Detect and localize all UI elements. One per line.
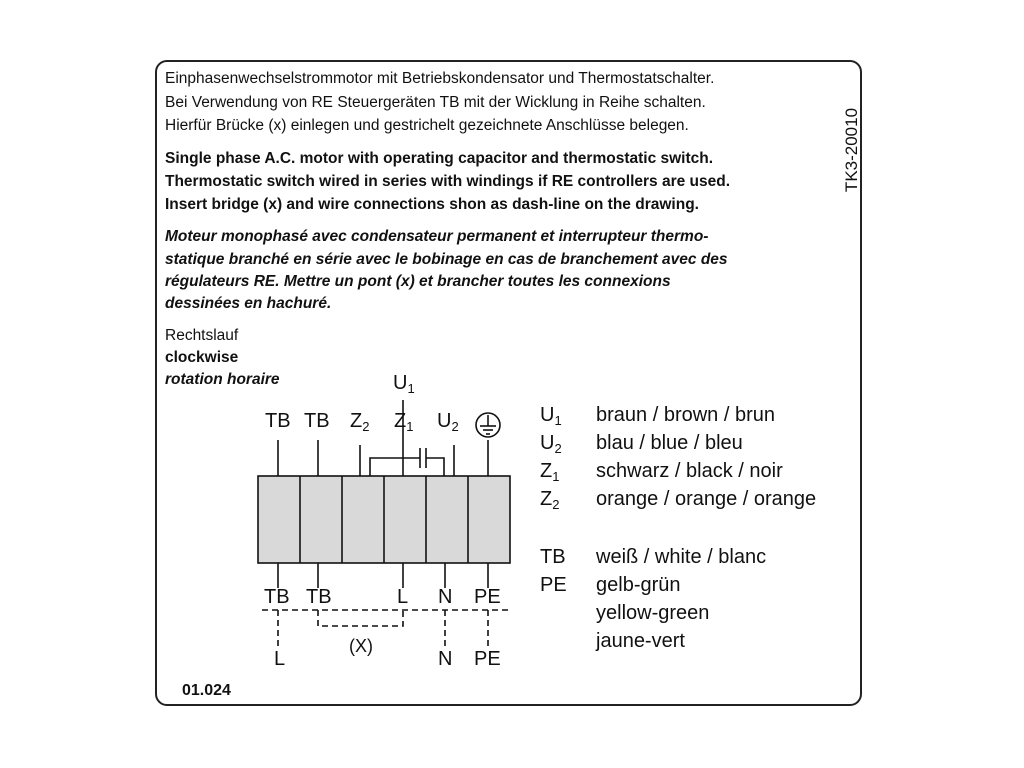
- legend-value-pe-en: yellow-green: [596, 602, 710, 624]
- legend-key-u2: $U_2$: [540, 432, 562, 456]
- bottom-terminal-l: L: [397, 586, 409, 608]
- bridge-label: (X): [349, 636, 373, 656]
- legend-value-z1: schwarz / black / noir: [596, 460, 783, 482]
- bottom-terminal-tb-2: TB: [306, 586, 332, 608]
- side-code: TK3-20010: [842, 107, 861, 193]
- legend-value-pe-de: gelb-grün: [596, 574, 681, 596]
- u1-label: $U_1$: [393, 372, 415, 396]
- legend-value-tb: weiß / white / blanc: [596, 546, 767, 568]
- legend-key-pe: PE: [540, 574, 567, 596]
- top-terminal-z2: $Z_2$: [350, 410, 370, 434]
- bottom-terminal-n: N: [438, 586, 453, 608]
- legend-value-z2: orange / orange / orange: [596, 488, 817, 510]
- legend-value-pe-fr: jaune-vert: [596, 630, 685, 652]
- french-line-3: régulateurs RE. Mettre un pont (x) et brancher toutes les connexions: [165, 273, 671, 290]
- french-line-4: dessinées en hachuré.: [165, 295, 332, 312]
- external-n: N: [438, 648, 453, 670]
- rotation-fr: rotation horaire: [165, 371, 280, 388]
- top-terminal-z1: $Z_1$: [394, 410, 414, 434]
- diagram-number: 01.024: [182, 682, 231, 699]
- german-line-3: Hierfür Brücke (x) einlegen und gestrichelt gezeichnete Anschlüsse belegen.: [165, 117, 689, 134]
- legend-value-u1: braun / brown / brun: [596, 404, 775, 426]
- external-l: L: [274, 648, 286, 670]
- english-line-2: Thermostatic switch wired in series with windings if RE controllers are used.: [165, 173, 731, 190]
- legend-key-tb: TB: [540, 546, 566, 568]
- english-line-3: Insert bridge (x) and wire connections shon as dash-line on the drawing.: [165, 196, 699, 213]
- external-pe: PE: [474, 648, 501, 670]
- top-terminal-tb-2: TB: [304, 410, 330, 432]
- german-line-2: Bei Verwendung von RE Steuergeräten TB mit der Wicklung in Reihe schalten.: [165, 94, 706, 111]
- legend-key-z1: $Z_1$: [540, 460, 560, 484]
- french-line-2: statique branché en série avec le bobinage en cas de branchement avec des: [165, 251, 728, 268]
- bottom-terminal-pe: PE: [474, 586, 501, 608]
- capacitor-wire-right: [426, 458, 444, 476]
- rotation-de: Rechtslauf: [165, 327, 239, 344]
- legend-key-u1: $U_1$: [540, 404, 562, 428]
- french-line-1: Moteur monophasé avec condensateur permanent et interrupteur thermo-: [165, 228, 709, 245]
- rotation-en: clockwise: [165, 349, 239, 366]
- top-terminal-tb-1: TB: [265, 410, 291, 432]
- top-terminal-u2: $U_2$: [437, 410, 459, 434]
- german-line-1: Einphasenwechselstrommotor mit Betriebskondensator und Thermostatschalter.: [165, 70, 715, 87]
- english-line-1: Single phase A.C. motor with operating capacitor and thermostatic switch.: [165, 150, 714, 167]
- dashed-bridge-x: [318, 610, 403, 626]
- legend-key-z2: $Z_2$: [540, 488, 560, 512]
- capacitor-wire-left: [370, 458, 420, 476]
- bottom-terminal-tb-1: TB: [264, 586, 290, 608]
- legend-value-u2: blau / blue / bleu: [596, 432, 743, 454]
